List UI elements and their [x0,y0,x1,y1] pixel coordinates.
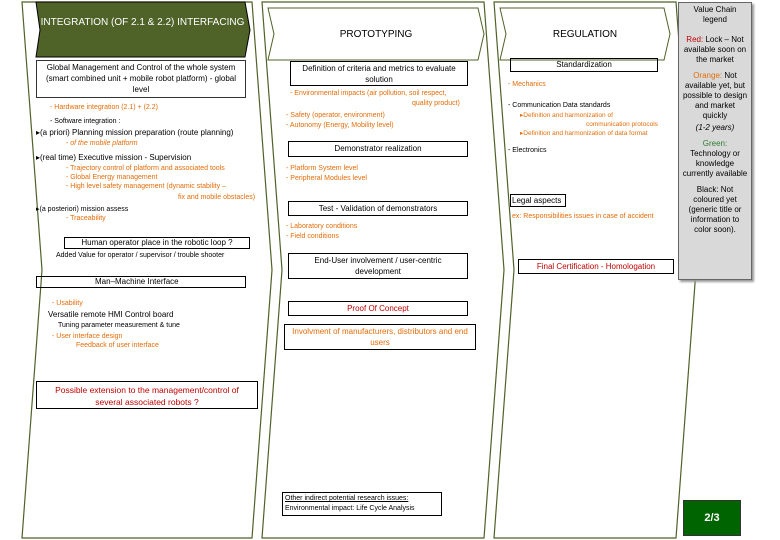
aposteriori-label: (a posteriori) mission assess [39,206,129,213]
apriori-text [36,128,233,137]
end-user-box: End-User involvement / user-centric development [288,253,468,279]
bullet-icon: ▸ [520,130,524,137]
def-data-text [520,129,648,138]
environmental-text: - Environmental impacts (air pollution, soil respect, [290,90,447,97]
realtime-label: (real time) Executive mission - Supervision [40,153,192,162]
feedback-text: Feedback of user interface [76,342,159,349]
def-comm-text [520,111,613,120]
mechanics-text: - Mechanics [508,81,546,88]
legend-green-label: Green: [702,139,728,148]
of-mobile-text: - of the mobile platform [66,140,138,147]
involvement-box: Involvment of manufacturers, distributors and end users [284,324,476,350]
legend-red-text: Lock – Not available soon on the market [683,35,747,64]
peripheral-level-text: - Peripheral Modules level [286,175,367,182]
platform-level-text: - Platform System level [286,165,358,172]
test-validation-box: Test - Validation of demonstrators [288,201,468,216]
energy-text: - Global Energy management [66,174,158,181]
added-value-text: Added Value for operator / supervisor / trouble shooter [56,252,225,259]
laboratory-text: - Laboratory conditions [286,223,358,230]
safety-text: - High level safety management (dynamic stability – [66,183,226,190]
extension-box: Possible extension to the management/control of several associated robots ? [36,381,258,409]
human-operator-box: Human operator place in the robotic loop ? [64,237,250,249]
standardization-box: Standardization [510,58,658,72]
criteria-box: Definition of criteria and metrics to evaluate solution [290,61,468,86]
ui-design-text: - User interface design [52,333,123,340]
legend-orange [682,71,748,121]
global-management-box: Global Management and Control of the whole system (smart combined unit + mobile robot platform) - global level [36,60,246,98]
integration-header: INTEGRATION (OF 2.1 & 2.2) INTERFACING [40,17,245,28]
traceability-text: - Traceability [66,215,106,222]
legal-example-text: ex: Responsibilities issues in case of accident [512,213,654,220]
legend-green [682,139,748,179]
legend-title: Value Chain legend [693,5,737,24]
regulation-header: REGULATION [552,29,618,40]
other-issues-box [282,492,442,516]
legend-orange-label: Orange: [693,71,723,80]
safety2-text: fix and mobile obstacles) [178,194,256,201]
autonomy-text: - Autonomy (Energy, Mobility level) [286,122,394,129]
final-certification-box: Final Certification - Homologation [518,259,674,274]
trajectory-text: - Trajectory control of platform and associated tools [66,165,225,172]
other-issues-text: Environmental impact: Life Cycle Analysis [285,505,415,512]
bullet-icon: ▸ [36,153,41,162]
hardware-integration-text: - Hardware integration (2.1) + (2.2) [50,104,158,111]
tuning-text: Tuning parameter measurement & tune [58,322,180,329]
legend-black: Black: Not coloured yet (generic title or information to color soon). [688,185,742,234]
proof-of-concept-box: Proof Of Concept [288,301,468,316]
aposteriori-text [36,205,128,214]
apriori-label: (a priori) Planning mission preparation (route planning) [40,128,234,137]
legend-orange-years: (1-2 years) [695,123,735,132]
field-text: - Field conditions [286,233,339,240]
versatile-text: Versatile remote HMI Control board [48,310,174,319]
usability-text: - Usability [52,300,83,307]
legend-red-label: Red: [686,35,704,44]
def-comm2-text: communication protocols [586,121,658,128]
bullet-icon: ▸ [36,128,41,137]
other-issues-title: Other indirect potential research issues: [285,495,409,502]
legal-aspects-box: Legal aspects [510,194,566,207]
legend-red [682,35,748,65]
def-comm-label: Definition and harmonization of [523,112,613,119]
prototyping-header: PROTOTYPING [339,29,413,40]
safety-operator-text: - Safety (operator, environment) [286,112,385,119]
realtime-text [36,153,191,162]
demonstrator-realization-box: Demonstrator realization [288,141,468,157]
communication-text: - Communication Data standards [508,102,611,109]
environmental2-text: quality product) [412,100,460,107]
legend-orange-text: Not available yet, but possible to design and market quickly [682,71,748,120]
value-chain-legend [678,2,752,280]
legend-green-text: Technology or knowledge currently available [682,149,748,178]
page-number: 2/3 [683,500,741,536]
bullet-icon: ▸ [520,112,524,119]
electronics-text: - Electronics [508,147,547,154]
def-data-label: Definition and harmonization of data format [523,130,648,137]
software-integration-text: - Software integration : [50,118,121,125]
mmi-box: Man–Machine Interface [36,276,246,288]
bullet-icon: ▸ [36,206,40,213]
